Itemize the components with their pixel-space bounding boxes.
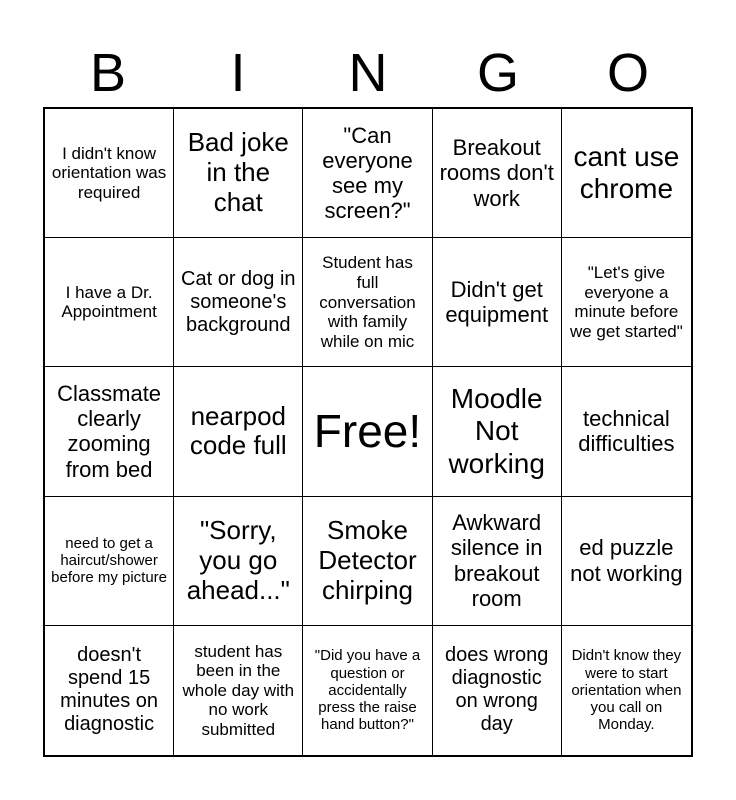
cell-text: Breakout rooms don't work xyxy=(439,135,554,211)
bingo-cell[interactable] xyxy=(45,626,174,755)
cell-text: Didn't know they were to start orientation when you call on Monday. xyxy=(571,647,682,734)
cell-text: ed puzzle not working xyxy=(570,535,683,586)
cell-text: Bad joke in the chat xyxy=(187,127,289,218)
cell-text: Cat or dog in someone's background xyxy=(181,267,296,336)
bingo-cell[interactable] xyxy=(303,109,432,238)
cell-text: "Sorry, you go ahead..." xyxy=(186,514,290,605)
header-letter-n: N xyxy=(348,43,388,103)
bingo-cell[interactable] xyxy=(433,238,562,367)
header-letter-b: B xyxy=(89,43,127,103)
free-space-text: Free! xyxy=(313,405,422,458)
bingo-cell[interactable] xyxy=(174,238,303,367)
header-letter-g: G xyxy=(476,43,519,103)
bingo-cell[interactable] xyxy=(303,238,432,367)
cell-text: "Did you have a question or accidentally press the raise hand button?" xyxy=(314,647,421,734)
cell-text: Student has full conversation with family while on mic xyxy=(319,253,416,351)
cell-text: nearpod code full xyxy=(189,400,287,461)
bingo-cell[interactable] xyxy=(562,626,691,755)
cell-text: technical difficulties xyxy=(578,406,675,457)
cell-text: Moodle Not working xyxy=(448,383,545,479)
bingo-cell[interactable] xyxy=(174,626,303,755)
cell-text: I have a Dr. Appointment xyxy=(61,282,157,322)
bingo-cell[interactable] xyxy=(433,109,562,238)
bingo-cell[interactable] xyxy=(174,497,303,626)
bingo-cell[interactable] xyxy=(174,367,303,496)
bingo-cell[interactable] xyxy=(303,497,432,626)
bingo-cell[interactable] xyxy=(45,497,174,626)
header-letter-i: I xyxy=(230,43,246,103)
bingo-cell[interactable] xyxy=(433,626,562,755)
header-letter-o: O xyxy=(606,43,649,103)
cell-text: does wrong diagnostic on wrong day xyxy=(444,644,549,736)
cell-text: cant use chrome xyxy=(573,140,680,205)
free-space-cell[interactable] xyxy=(303,367,432,496)
bingo-cell[interactable] xyxy=(45,109,174,238)
bingo-cell[interactable] xyxy=(45,367,174,496)
cell-text: need to get a haircut/shower before my picture xyxy=(51,534,168,587)
cell-text: Didn't get equipment xyxy=(445,276,549,328)
bingo-cell[interactable] xyxy=(433,497,562,626)
bingo-header xyxy=(43,38,693,108)
bingo-cell[interactable] xyxy=(45,238,174,367)
bingo-cell[interactable] xyxy=(303,626,432,755)
cell-text: "Let's give everyone a minute before we get started" xyxy=(569,263,683,341)
bingo-cell[interactable] xyxy=(174,109,303,238)
bingo-board xyxy=(43,107,693,757)
bingo-cell[interactable] xyxy=(562,238,691,367)
cell-text: student has been in the whole day with no work submitted xyxy=(182,641,295,739)
cell-text: doesn't spend 15 minutes on diagnostic xyxy=(60,644,159,736)
bingo-cell[interactable] xyxy=(433,367,562,496)
cell-text: Smoke Detector chirping xyxy=(318,514,417,605)
cell-text: "Can everyone see my screen?" xyxy=(322,122,413,224)
bingo-cell[interactable] xyxy=(562,497,691,626)
bingo-cell[interactable] xyxy=(562,367,691,496)
cell-text: I didn't know orientation was required xyxy=(51,143,167,202)
cell-text: Classmate clearly zooming from bed xyxy=(57,380,162,482)
bingo-cell[interactable] xyxy=(562,109,691,238)
cell-text: Awkward silence in breakout room xyxy=(450,510,543,611)
